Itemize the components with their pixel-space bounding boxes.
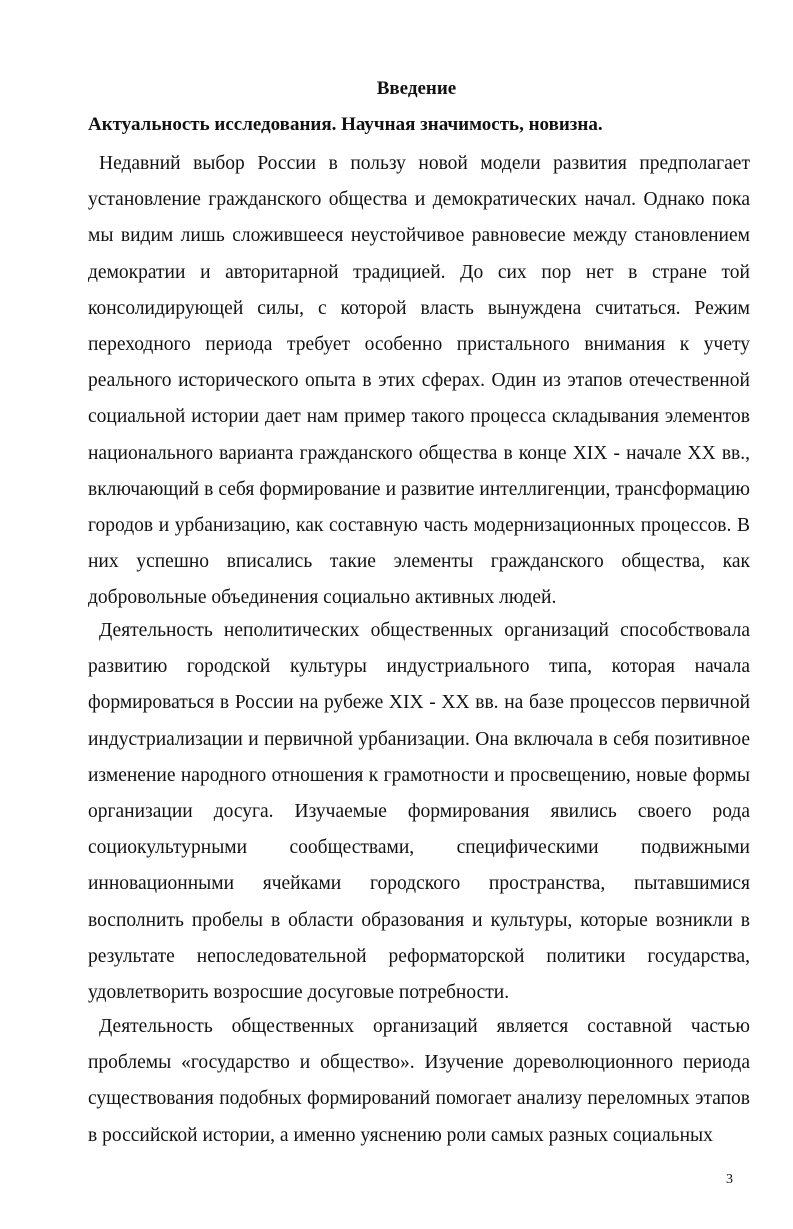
page-number: 3: [726, 1172, 733, 1187]
page-title: Введение: [376, 78, 457, 99]
paragraph: Деятельность общественных организаций является составной частью проблемы «государство и общество». Изучение дореволюционного периода существования подобных формирований помогает анализу переломных этапов в российской истории, а именно уяснению роли самых разных социальных: [88, 1016, 750, 1146]
paragraph: Деятельность неполитических общественных организаций способствовала развитию городской культуры индустриального типа, которая начала формироваться в России на рубеже XIX - XX вв. на базе процессов первичной индустриализации и первичной урбанизации. Она включала в себя позитивное изменение народного отношения к грамотности и просвещению, новые формы организации досуга. Изучаемые формирования явились своего рода социокультурными сообществами, специфическими подвижными инновационными ячейками городского пространства, пытавшимися восполнить пробелы в области образования и культуры, которые возникли в результате непоследовательной реформаторской политики государства, удовлетворить возросшие досуговые потребности.: [88, 620, 750, 1004]
section-heading: Актуальность исследования. Научная значимость, новизна.: [88, 114, 603, 135]
paragraph: Недавний выбор России в пользу новой модели развития предполагает установление гражданского общества и демократических начал. Однако пока мы видим лишь сложившееся неустойчивое равновесие между становлением демократии и авторитарной традицией. До сих пор нет в стране той консолидирующей силы, с которой власть вынуждена считаться. Режим переходного периода требует особенно пристального внимания к учету реального исторического опыта в этих сферах. Один из этапов отечественной социальной истории дает нам пример такого процесса складывания элементов национального варианта гражданского общества в конце XIX - начале XX вв., включающий в себя формирование и развитие интеллигенции, трансформацию городов и урбанизацию, как составную часть модернизационных процессов. В них успешно вписались такие элементы гражданского общества, как добровольные объединения социально активных людей.: [88, 153, 750, 609]
